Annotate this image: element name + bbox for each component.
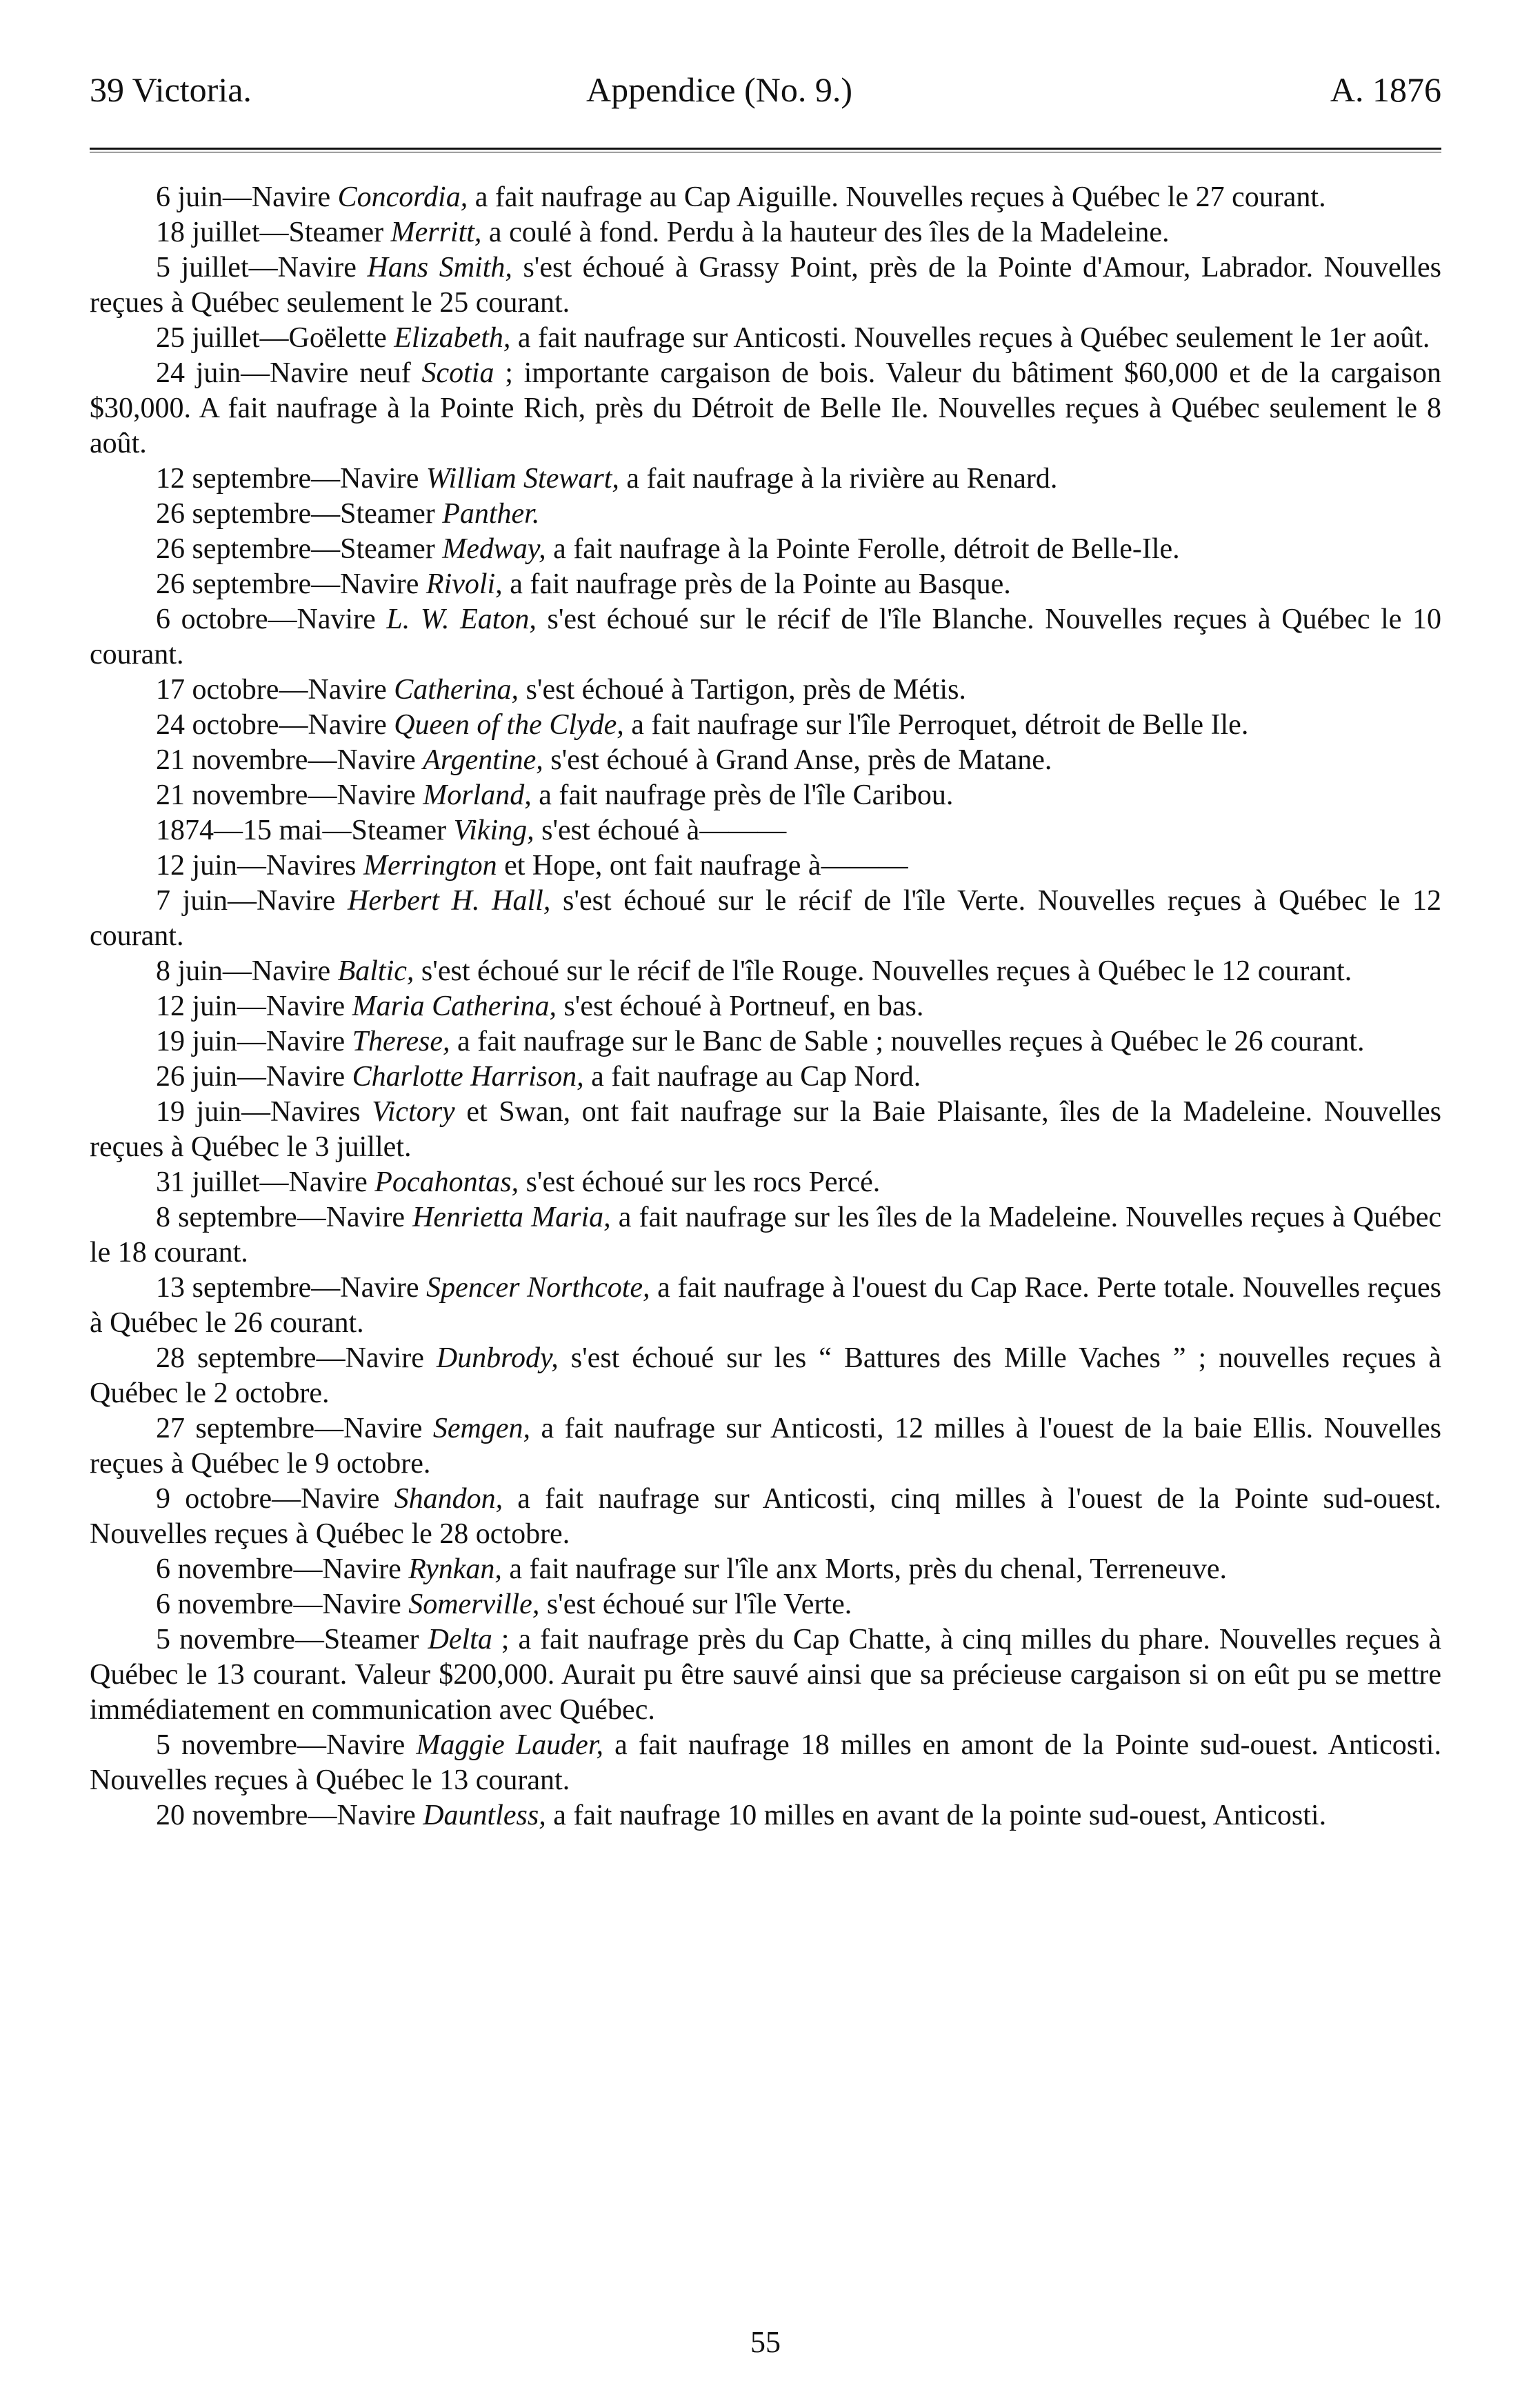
ship-name: Maria Catherina,: [352, 991, 557, 1022]
ship-name: Dunbrody,: [436, 1342, 559, 1374]
entry-text: ; importante cargaison de bois. Valeur du bâtiment $60,000 et de la cargaison $30,000. A fait naufrage à la Pointe Rich, près du Détroit de Belle Ile. Nouvelles reçues à Québec seulement le 8 août.: [90, 357, 1441, 459]
entry-text: s'est échoué sur l'île Verte.: [539, 1589, 852, 1620]
entry-date: 26 septembre—Navire: [156, 568, 426, 600]
ship-name: Viking,: [453, 815, 534, 846]
wreck-entry: [90, 884, 1441, 954]
ship-name: Scotia: [421, 357, 494, 389]
ship-name: Rynkan,: [408, 1553, 502, 1585]
entry-text: ; a fait naufrage près du Cap Chatte, à cinq milles du phare. Nouvelles reçues à Québec le 13 courant. Valeur $200,000. Aurait pu être sauvé ainsi que sa précieuse cargaison si on eût pu se mettre immédiatement en communication avec Québec.: [90, 1624, 1442, 1726]
wreck-entry: [90, 1271, 1441, 1341]
ship-name: Spencer Northcote,: [426, 1272, 650, 1304]
entry-date: 18 juillet—Steamer: [156, 217, 391, 248]
entry-date: 12 juin—Navire: [156, 991, 352, 1022]
wreck-entry: [90, 954, 1441, 989]
entry-date: 25 juillet—Goëlette: [156, 322, 394, 354]
ship-name: L. W. Eaton,: [386, 604, 537, 635]
entry-text: s'est échoué sur le récif de l'île Rouge. Nouvelles reçues à Québec le 12 courant.: [414, 955, 1352, 987]
wreck-entry: [90, 848, 1441, 884]
ship-name: Herbert H. Hall,: [347, 885, 551, 917]
entry-text: a fait naufrage sur le Banc de Sable ; nouvelles reçues à Québec le 26 courant.: [450, 1026, 1365, 1057]
ship-name: Panther.: [442, 498, 540, 530]
wreck-entry: [90, 1024, 1441, 1059]
entry-text: a fait naufrage 18 milles en amont de la Pointe sud-ouest. Anticosti. Nouvelles reçues à Québec le 13 courant.: [90, 1729, 1441, 1796]
entry-text: s'est échoué à———: [534, 815, 787, 846]
entry-date: 26 septembre—Steamer: [156, 498, 443, 530]
ship-name: Victory: [372, 1096, 455, 1128]
header-rule: [90, 148, 1441, 152]
wreck-entry: [90, 1095, 1441, 1165]
wreck-entry: [90, 989, 1441, 1024]
entry-text: a coulé à fond. Perdu à la hauteur des îles de la Madeleine.: [481, 217, 1170, 248]
entry-text: s'est échoué sur le récif de l'île Verte. Nouvelles reçues à Québec le 12 courant.: [90, 885, 1441, 952]
ship-name: Therese,: [352, 1026, 450, 1057]
page-number: 55: [750, 2325, 781, 2359]
ship-name: Merritt,: [390, 217, 482, 248]
entry-date: 8 septembre—Navire: [156, 1202, 413, 1233]
entry-date: 7 juin—Navire: [156, 885, 348, 917]
entry-text: a fait naufrage à la Pointe Ferolle, détroit de Belle-Ile.: [546, 533, 1180, 565]
entry-date: 17 octobre—Navire: [156, 674, 394, 706]
entry-date: 5 novembre—Steamer: [156, 1624, 428, 1655]
running-header: [90, 55, 1441, 124]
entry-text: a fait naufrage au Cap Nord.: [583, 1061, 921, 1093]
entry-text: s'est échoué sur les rocs Percé.: [519, 1166, 881, 1198]
wreck-entry: [90, 708, 1441, 743]
wreck-entry: [90, 1482, 1441, 1552]
entry-text: s'est échoué sur les “ Battures des Mille Vaches ” ; nouvelles reçues à Québec le 2 octobre.: [90, 1342, 1441, 1409]
entry-date: 31 juillet—Navire: [156, 1166, 375, 1198]
wreck-entry: [90, 1165, 1441, 1200]
entry-text: a fait naufrage près de la Pointe au Basque.: [502, 568, 1011, 600]
entry-text: s'est échoué à Tartigon, près de Métis.: [519, 674, 966, 706]
ship-name: William Stewart,: [426, 463, 619, 495]
ship-name: Rivoli,: [426, 568, 503, 600]
entry-date: 5 novembre—Navire: [156, 1729, 417, 1761]
entry-date: 24 octobre—Navire: [156, 709, 394, 741]
entry-text: a fait naufrage à l'ouest du Cap Race. Perte totale. Nouvelles reçues à Québec le 26 courant.: [90, 1272, 1441, 1339]
entry-date: 6 juin—Navire: [156, 181, 338, 213]
wreck-entry: [90, 778, 1441, 813]
wreck-entry: [90, 1341, 1441, 1411]
ship-name: Henrietta Maria,: [412, 1202, 611, 1233]
entry-date: 1874—15 mai—Steamer: [156, 815, 454, 846]
wreck-entry: [90, 1728, 1441, 1798]
entry-text: et Swan, ont fait naufrage sur la Baie Plaisante, îles de la Madeleine. Nouvelles reçues à Québec le 3 juillet.: [90, 1096, 1441, 1163]
ship-name: Maggie Lauder,: [416, 1729, 604, 1761]
ship-name: Baltic,: [337, 955, 414, 987]
ship-name: Argentine,: [423, 744, 543, 776]
wreck-list: [90, 180, 1441, 1833]
wreck-entry: [90, 532, 1441, 567]
entry-date: 6 novembre—Navire: [156, 1589, 409, 1620]
ship-name: Merrington: [363, 850, 497, 882]
header-appendix: Appendice (No. 9.): [586, 70, 852, 109]
wreck-entry: [90, 1552, 1441, 1587]
ship-name: Charlotte Harrison,: [352, 1061, 584, 1093]
entry-date: 12 septembre—Navire: [156, 463, 426, 495]
ship-name: Pocahontas,: [374, 1166, 519, 1198]
entry-date: 21 novembre—Navire: [156, 744, 423, 776]
entry-text: s'est échoué à Grassy Point, près de la Pointe d'Amour, Labrador. Nouvelles reçues à Québec seulement le 25 courant.: [90, 252, 1441, 319]
entry-text: a fait naufrage sur les îles de la Madeleine. Nouvelles reçues à Québec le 18 courant.: [90, 1202, 1441, 1268]
entry-text: a fait naufrage près de l'île Caribou.: [531, 779, 954, 811]
wreck-entry: [90, 743, 1441, 778]
entry-text: s'est échoué sur le récif de l'île Blanche. Nouvelles reçues à Québec le 10 courant.: [90, 604, 1441, 670]
ship-name: Semgen,: [432, 1413, 530, 1444]
ship-name: Dauntless,: [423, 1800, 546, 1831]
wreck-entry: [90, 567, 1441, 602]
wreck-entry: [90, 215, 1441, 250]
entry-date: 26 septembre—Steamer: [156, 533, 443, 565]
entry-date: 9 octobre—Navire: [156, 1483, 394, 1515]
wreck-entry: [90, 1798, 1441, 1833]
entry-text: a fait naufrage à la rivière au Renard.: [619, 463, 1058, 495]
header-year: A. 1876: [1330, 70, 1441, 109]
entry-text: a fait naufrage sur Anticosti. Nouvelles reçues à Québec seulement le 1er août.: [510, 322, 1430, 354]
entry-date: 19 juin—Navires: [156, 1096, 372, 1128]
wreck-entry: [90, 497, 1441, 532]
entry-date: 21 novembre—Navire: [156, 779, 423, 811]
entry-date: 6 novembre—Navire: [156, 1553, 409, 1585]
wreck-entry: [90, 673, 1441, 708]
ship-name: Somerville,: [408, 1589, 540, 1620]
wreck-entry: [90, 321, 1441, 356]
entry-text: a fait naufrage 10 milles en avant de la pointe sud-ouest, Anticosti.: [546, 1800, 1327, 1831]
entry-text: s'est échoué à Portneuf, en bas.: [556, 991, 924, 1022]
entry-text: s'est échoué à Grand Anse, près de Matane.: [543, 744, 1052, 776]
wreck-entry: [90, 1059, 1441, 1095]
wreck-entry: [90, 250, 1441, 321]
wreck-entry: [90, 180, 1441, 215]
ship-name: Morland,: [423, 779, 532, 811]
ship-name: Elizabeth,: [394, 322, 511, 354]
ship-name: Shandon,: [394, 1483, 503, 1515]
entry-date: 26 juin—Navire: [156, 1061, 352, 1093]
entry-text: et Hope, ont fait naufrage à———: [497, 850, 908, 882]
wreck-entry: [90, 1411, 1441, 1482]
header-session: 39 Victoria.: [90, 70, 252, 109]
entry-text: a fait naufrage sur Anticosti, 12 milles à l'ouest de la baie Ellis. Nouvelles reçues à Québec le 9 octobre.: [90, 1413, 1441, 1480]
wreck-entry: [90, 1587, 1441, 1622]
entry-date: 8 juin—Navire: [156, 955, 338, 987]
ship-name: Hans Smith,: [367, 252, 512, 283]
entry-date: 5 juillet—Navire: [156, 252, 368, 283]
wreck-entry: [90, 1622, 1441, 1728]
ship-name: Delta: [428, 1624, 492, 1655]
ship-name: Medway,: [442, 533, 546, 565]
entry-date: 28 septembre—Navire: [156, 1342, 437, 1374]
entry-date: 19 juin—Navire: [156, 1026, 352, 1057]
ship-name: Concordia,: [337, 181, 468, 213]
entry-date: 6 octobre—Navire: [156, 604, 387, 635]
entry-date: 24 juin—Navire neuf: [156, 357, 422, 389]
entry-date: 12 juin—Navires: [156, 850, 363, 882]
wreck-entry: [90, 602, 1441, 673]
wreck-entry: [90, 813, 1441, 848]
wreck-entry: [90, 461, 1441, 497]
wreck-entry: [90, 356, 1441, 461]
entry-date: 13 septembre—Navire: [156, 1272, 427, 1304]
ship-name: Catherina,: [394, 674, 519, 706]
wreck-entry: [90, 1200, 1441, 1271]
entry-text: a fait naufrage sur Anticosti, cinq milles à l'ouest de la Pointe sud-ouest. Nouvelles reçues à Québec le 28 octobre.: [90, 1483, 1441, 1550]
entry-date: 20 novembre—Navire: [156, 1800, 423, 1831]
ship-name: Queen of the Clyde,: [394, 709, 624, 741]
document-page: [90, 55, 1441, 1833]
entry-text: a fait naufrage au Cap Aiguille. Nouvelles reçues à Québec le 27 courant.: [468, 181, 1326, 213]
entry-text: a fait naufrage sur l'île anx Morts, près du chenal, Terreneuve.: [501, 1553, 1228, 1585]
entry-date: 27 septembre—Navire: [156, 1413, 433, 1444]
entry-text: a fait naufrage sur l'île Perroquet, détroit de Belle Ile.: [623, 709, 1249, 741]
